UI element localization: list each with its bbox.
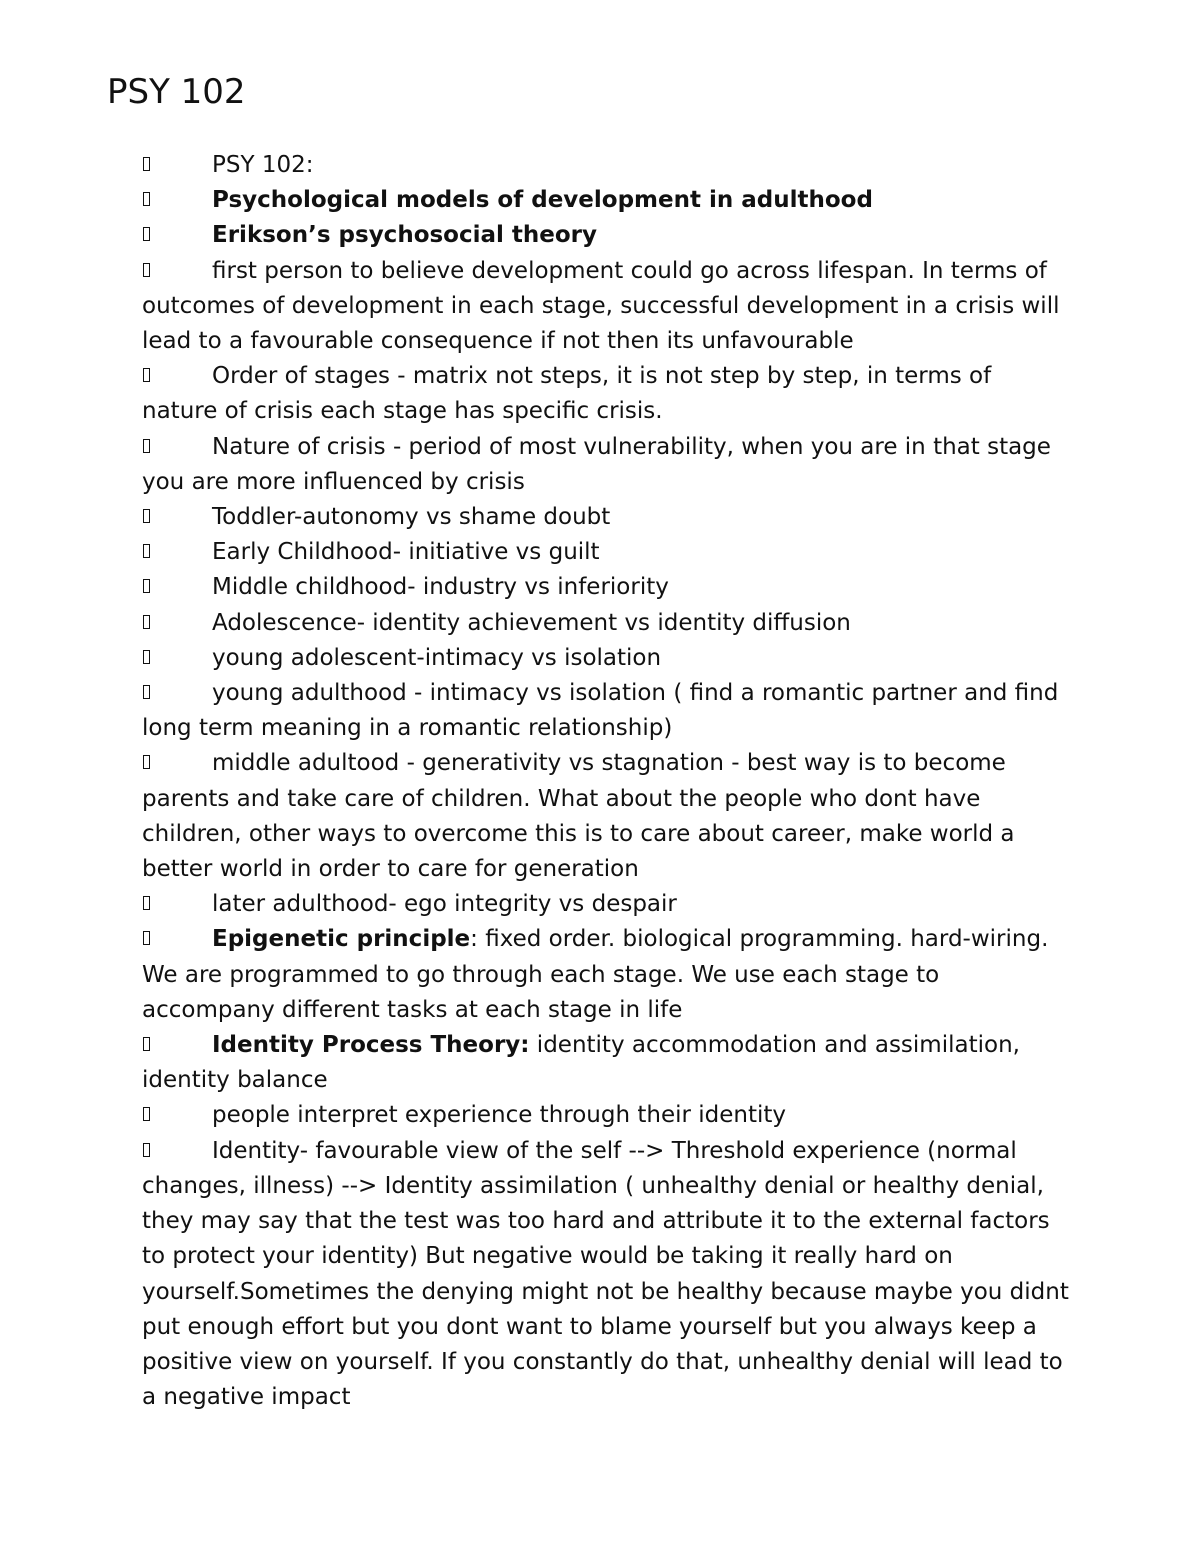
item-text: middle adultood - generativity vs stagnation - best way is to become parents and take care of children. What about the people who dont have children, other ways to overcome this is to care about career, make world a better world in order to care for generation bbox=[142, 750, 1015, 883]
bullet-icon bbox=[142, 1134, 212, 1169]
item-bold-text: Epigenetic principle bbox=[212, 926, 471, 953]
list-item bbox=[142, 148, 1072, 183]
list-item bbox=[142, 1098, 1072, 1133]
bullet-icon bbox=[142, 535, 212, 570]
list-item bbox=[142, 746, 1072, 887]
list-item bbox=[142, 254, 1072, 360]
bullet-icon bbox=[142, 887, 212, 922]
list-item bbox=[142, 606, 1072, 641]
bullet-icon bbox=[142, 746, 212, 781]
bullet-icon bbox=[142, 641, 212, 676]
item-text: Middle childhood- industry vs inferiority bbox=[212, 574, 669, 601]
list-item bbox=[142, 535, 1072, 570]
item-text: Nature of crisis - period of most vulnerability, when you are in that stage you are more influenced by crisis bbox=[142, 433, 1051, 495]
list-item bbox=[142, 430, 1072, 500]
notes-list bbox=[142, 148, 1072, 1415]
item-text: Toddler-autonomy vs shame doubt bbox=[212, 504, 611, 531]
item-bold-text: Identity Process Theory: bbox=[212, 1032, 530, 1059]
list-item bbox=[142, 500, 1072, 535]
bullet-icon bbox=[142, 1028, 212, 1063]
bullet-icon bbox=[142, 500, 212, 535]
page-title: PSY 102 bbox=[107, 72, 246, 112]
bullet-icon bbox=[142, 148, 212, 183]
item-bold-text: Psychological models of development in adulthood bbox=[212, 187, 873, 214]
item-text: identity accommodation and assimilation, identity balance bbox=[142, 1032, 1020, 1094]
bullet-icon bbox=[142, 359, 212, 394]
bullet-icon bbox=[142, 922, 212, 957]
item-text: young adulthood - intimacy vs isolation ( find a romantic partner and find long term meaning in a romantic relationship) bbox=[142, 680, 1059, 742]
item-text: Early Childhood- initiative vs guilt bbox=[212, 539, 600, 566]
item-bold-text: Erikson’s psychosocial theory bbox=[212, 222, 598, 249]
item-text: later adulthood- ego integrity vs despair bbox=[212, 891, 677, 918]
bullet-icon bbox=[142, 218, 212, 253]
list-item bbox=[142, 183, 1072, 218]
list-item bbox=[142, 922, 1072, 1028]
list-item bbox=[142, 1134, 1072, 1416]
item-text: Identity- favourable view of the self --> Threshold experience (normal changes, illness) --> Identity assimilation ( unhealthy denial or healthy denial, they may say that the test was too hard and attribute it to the external factors to protect your identity) But negative would be taking it really hard on yourself.Sometimes the denying might not be healthy because maybe you didnt put enough effort but you dont want to blame yourself but you always keep a positive view on yourself. If you constantly do that, unhealthy denial will lead to a negative impact bbox=[142, 1137, 1069, 1411]
list-item bbox=[142, 570, 1072, 605]
bullet-icon bbox=[142, 183, 212, 218]
list-item bbox=[142, 359, 1072, 429]
item-text: Adolescence- identity achievement vs identity diffusion bbox=[212, 609, 851, 636]
bullet-icon bbox=[142, 676, 212, 711]
list-item bbox=[142, 218, 1072, 253]
bullet-icon bbox=[142, 606, 212, 641]
item-text: young adolescent-intimacy vs isolation bbox=[212, 644, 662, 671]
list-item bbox=[142, 887, 1072, 922]
item-text: : fixed order. biological programming. hard-wiring. We are programmed to go through each stage. We use each stage to accompany different tasks at each stage in life bbox=[142, 926, 1049, 1023]
item-text: first person to believe development could go across lifespan. In terms of outcomes of development in each stage, successful development in a crisis will lead to a favourable consequence if not then its unfavourable bbox=[142, 257, 1060, 355]
list-item bbox=[142, 676, 1072, 746]
bullet-icon bbox=[142, 570, 212, 605]
item-text: people interpret experience through their identity bbox=[212, 1102, 787, 1129]
item-text: Order of stages - matrix not steps, it is not step by step, in terms of nature of crisis each stage has specific crisis. bbox=[142, 363, 992, 425]
bullet-icon bbox=[142, 254, 212, 289]
list-item bbox=[142, 641, 1072, 676]
list-item bbox=[142, 1028, 1072, 1098]
bullet-icon bbox=[142, 1098, 212, 1133]
item-text: PSY 102: bbox=[212, 152, 314, 178]
bullet-icon bbox=[142, 430, 212, 465]
